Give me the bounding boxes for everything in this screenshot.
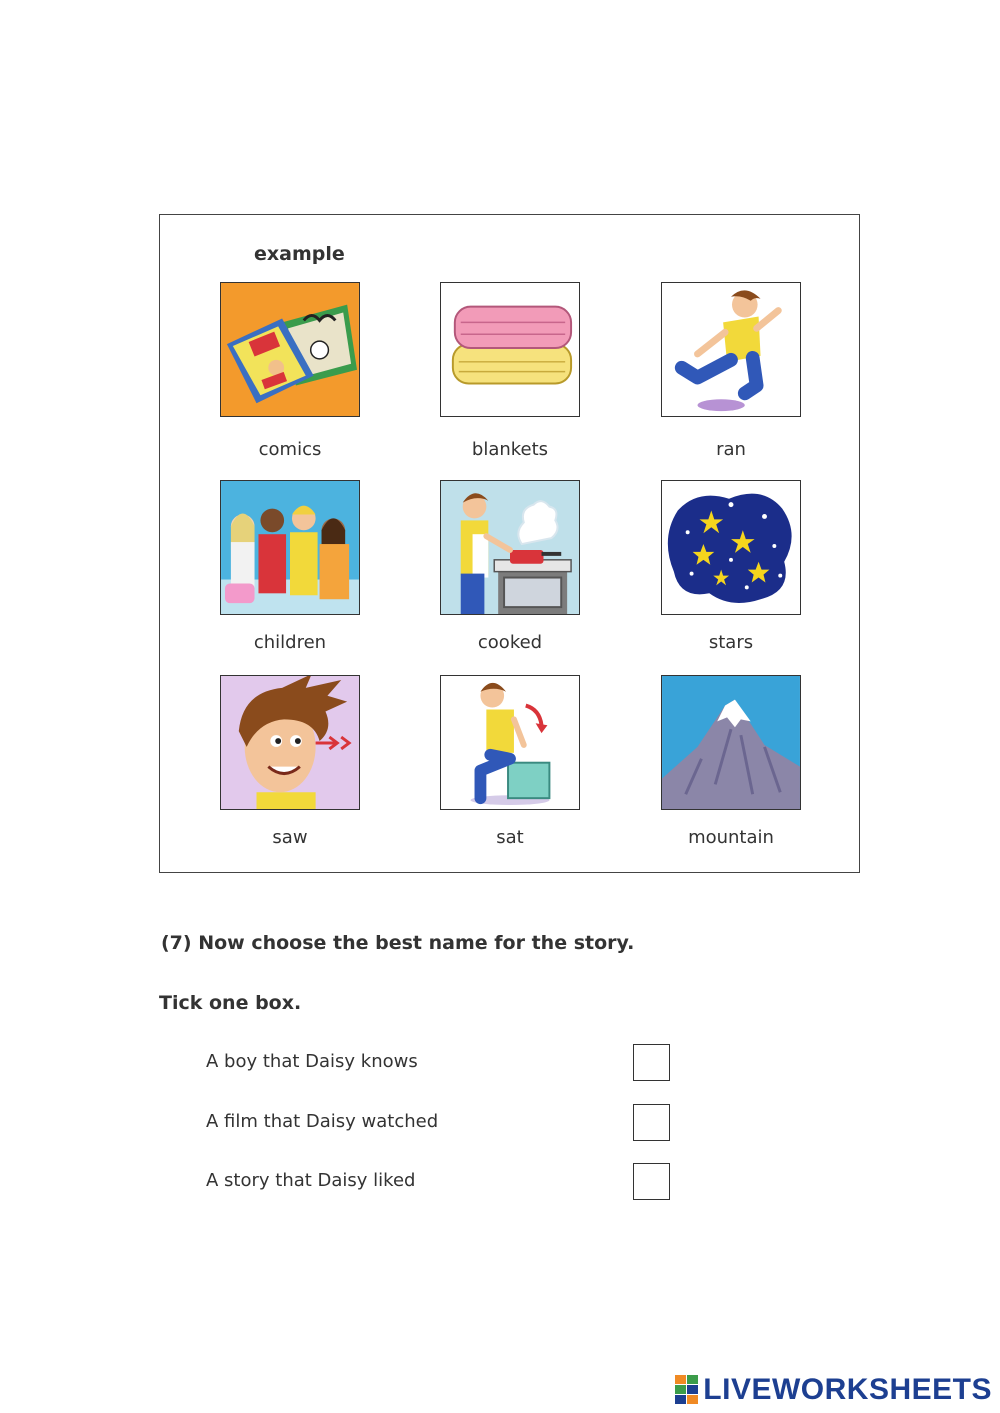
cooked-picture [440,480,580,615]
option-label-3: A story that Daisy liked [206,1170,416,1191]
saw-picture [220,675,360,810]
comics-picture [220,282,360,417]
word-comics: comics [258,439,322,460]
liveworksheets-brand [675,1373,992,1407]
word-sat: sat [496,827,524,848]
option-label-1: A boy that Daisy knows [206,1051,418,1072]
word-saw: saw [272,827,308,848]
word-mountain: mountain [688,827,774,848]
brand-name: LIVEWORKSHEETS [703,1373,992,1406]
word-stars: stars [708,632,754,653]
blankets-picture [440,282,580,417]
tick-box-2[interactable] [633,1104,670,1141]
tick-box-3[interactable] [633,1163,670,1200]
instruction-text: Tick one box. [159,992,302,1014]
stars-picture [661,480,801,615]
option-label-2: A film that Daisy watched [206,1111,439,1132]
word-ran: ran [716,439,746,460]
liveworksheets-logo-icon [675,1375,699,1405]
children-picture [220,480,360,615]
example-label: example [254,243,345,265]
word-cooked: cooked [477,632,543,653]
mountain-picture [661,675,801,810]
tick-box-1[interactable] [633,1044,670,1081]
sat-picture [440,675,580,810]
question-text: (7) Now choose the best name for the story. [161,932,635,954]
word-children: children [253,632,327,653]
ran-picture [661,282,801,417]
word-blankets: blankets [471,439,549,460]
vocabulary-panel [159,214,860,873]
